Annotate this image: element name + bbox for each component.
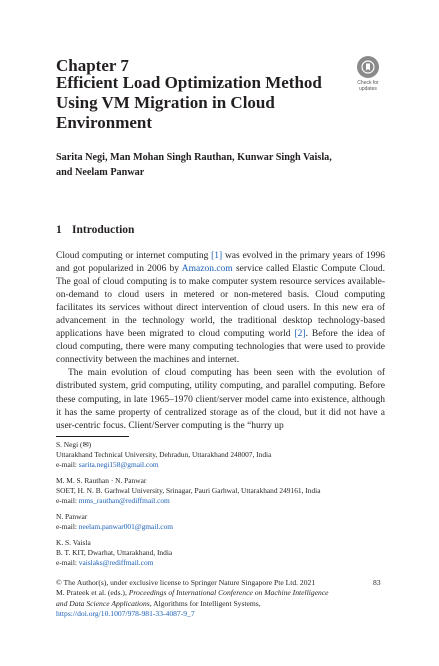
footnote-email-line [56,558,386,568]
copyright-block [56,578,386,620]
citation-link[interactable]: [2] [294,329,306,340]
text-run: . Before the idea of cloud computing, there were many computing technologies that were used to provide connectivity between the machines and internet. [56,329,385,366]
chapter-title-line: Environment [56,113,153,132]
citation-line [56,588,386,598]
author-line: Sarita Negi, Man Mohan Singh Rauthan, Kunwar Singh Vaisla, [56,152,332,163]
footnote-affiliation: B. T. KIT, Dwarhat, Uttarakhand, India [56,548,173,558]
proceedings-title: Proceedings of International Conference on Machine Intelligence [128,588,329,598]
footnote-name: M. M. S. Rauthan · N. Panwar [56,476,147,485]
email-link[interactable]: sarita.negi158@gmail.com [78,460,159,470]
citation-link[interactable]: [1] [211,251,223,261]
text-run: , Algorithms for Intelligent Systems, [149,598,261,608]
text-run: M. Prateek et al. (eds.), [56,588,129,598]
footnote-name: N. Panwar [56,512,88,521]
paragraph: The main evolution of cloud computing has been seen with the evolution of distributed system, grid computing, utility computing, and parallel computing. Before these computing, in late 1965–1970 client/server model came into existence, although it has the same property of centralized storage as of the cloud, but it did not have a user-centric focus. Client/Server computing is the “hurry up [56,368,385,431]
text-run: Cloud computing or internet computing [56,251,212,261]
author-list [56,150,356,180]
email-link[interactable]: mms_rauthan@rediffmail.com [78,496,170,506]
badge-line: Check for [357,80,379,86]
check-for-updates-badge[interactable] [350,56,386,96]
footnote-block [56,512,386,532]
amazon-link[interactable]: Amazon.com [181,264,233,275]
footnote-email-line [56,522,386,532]
footnote-affiliation: Uttarakhand Technical University, Dehradun, Uttarakhand 248007, India [56,450,272,460]
chapter-title-line: Using VM Migration in Cloud [56,93,275,112]
email-label: e-mail: [56,496,79,506]
footnote-block [56,538,386,569]
badge-line: updates [359,86,377,92]
chapter-title-line: Efficient Load Optimization Method [56,73,322,92]
author-line: and Neelam Panwar [56,167,145,178]
paragraph [56,250,385,367]
footnote-divider [56,436,129,437]
email-link[interactable]: vaislaks@rediffmail.com [78,558,154,568]
text-run: service called Elastic Compute Cloud. The goal of cloud computing is to make computer system resource services available-on-demand to cloud users in metered or non-metered basis. Cloud computing facilitates its services without direct intervention of cloud users. In this new era of advancement in the technology world, the traditional desktop technology-based applications have been migrated to cloud computing world [56,264,385,340]
chapter-title [56,73,356,133]
email-link[interactable]: neelam.panwar001@gmail.com [78,522,174,532]
email-label: e-mail: [56,522,79,532]
section-number: 1 [56,224,62,236]
footnote-affiliation: SOET, H. N. B. Garhwal University, Srinagar, Pauri Garhwal, Uttarakhand 249161, India [56,486,321,496]
copyright-line: © The Author(s), under exclusive license to Springer Nature Singapore Pte Ltd. 2021 [56,578,316,587]
section-heading [56,224,134,236]
email-label: e-mail: [56,558,79,568]
footnote-name: K. S. Vaisla [56,538,91,547]
footnote-email-line [56,460,386,470]
email-label: e-mail: [56,460,79,470]
footnote-block [56,476,386,507]
page-number: 83 [373,578,381,587]
citation-line [56,599,386,609]
badge-label [350,80,386,92]
proceedings-title: and Data Science Applications [56,598,150,608]
text-run: was evolved in the primary years of 1996 and got popularized in 2006 by [56,251,385,275]
bookmark-icon [357,56,379,78]
doi-link[interactable]: https://doi.org/10.1007/978-981-33-4087-9_7 [56,609,195,619]
chapter-label: Chapter 7 [56,56,129,75]
section-title: Introduction [72,224,135,236]
footnote-name: S. Negi (✉) [56,440,92,449]
footnote-email-line [56,496,386,506]
footnote-block [56,440,386,471]
body-text [56,250,385,433]
